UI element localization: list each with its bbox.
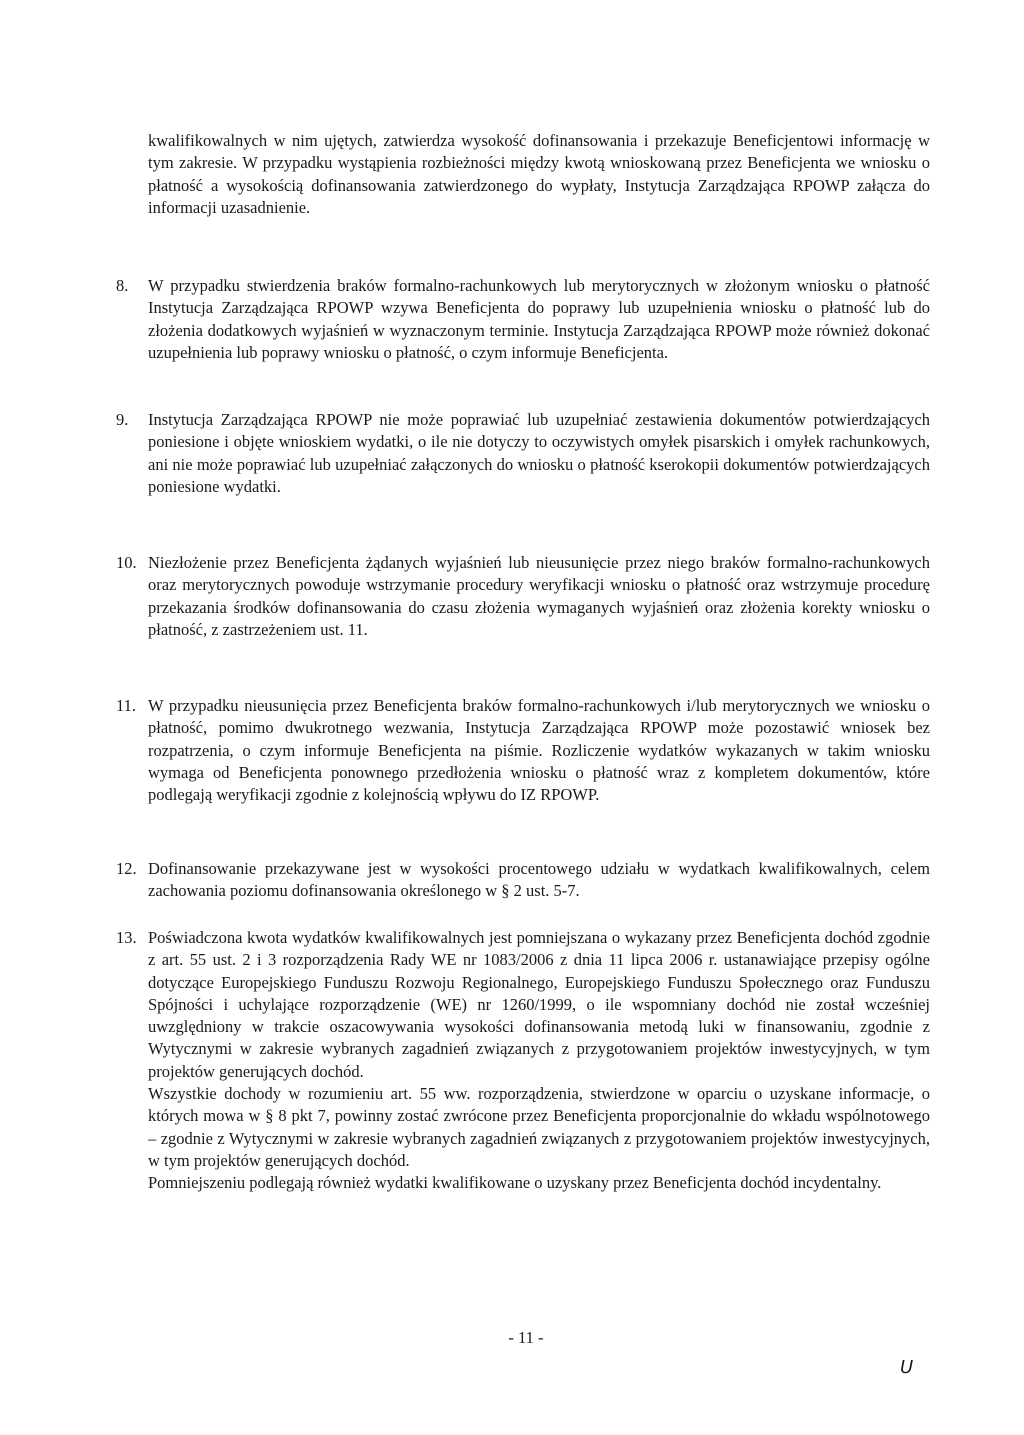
- item-paragraph: W przypadku stwierdzenia braków formalno-rachunkowych lub merytorycznych w złożonym wniosku o płatność Instytucja Zarządzająca RPOWP wzywa Beneficjenta do poprawy lub uzupełnienia wniosku o płatność lub do złożenia dodatkowych wyjaśnień w wyznaczonym terminie. Instytucja Zarządzająca RPOWP może również dokonać uzupełnienia lub poprawy wniosku o płatność, o czym informuje Beneficjenta.: [148, 276, 930, 362]
- list-item-12: [116, 858, 930, 903]
- item-number: 12.: [116, 859, 137, 878]
- item-body: [148, 695, 930, 806]
- item-paragraph: Instytucja Zarządzająca RPOWP nie może poprawiać lub uzupełniać zestawienia dokumentów potwierdzających poniesione i objęte wnioskiem wydatki, o ile nie dotyczy to oczywistych omyłek pisarskich i omyłek rachunkowych, ani nie może poprawiać lub uzupełniać załączonych do wniosku o płatność kserokopii dokumentów potwierdzających poniesione wydatki.: [148, 410, 930, 496]
- handwritten-initial: U: [900, 1357, 914, 1378]
- item-number: 10.: [116, 553, 137, 572]
- item-number: 13.: [116, 928, 137, 947]
- item-paragraph: Wszystkie dochody w rozumieniu art. 55 ww. rozporządzenia, stwierdzone w oparciu o uzyskane informacje, o których mowa w § 8 pkt 7, powinny zostać zwrócone przez Beneficjenta proporcjonalnie do wkładu wspólnotowego – zgodnie z Wytycznymi w zakresie wybranych zagadnień związanych z przygotowaniem projektów inwestycyjnych, w tym projektów generujących dochód.: [148, 1084, 930, 1170]
- intro-paragraph: kwalifikowalnych w nim ujętych, zatwierdza wysokość dofinansowania i przekazuje Beneficjentowi informację w tym zakresie. W przypadku wystąpienia rozbieżności między kwotą wnioskowaną przez Beneficjenta we wniosku o płatność a wysokością dofinansowania zatwierdzonego do wypłaty, Instytucja Zarządzająca RPOWP załącza do informacji uzasadnienie.: [148, 131, 930, 217]
- list-item-10: [116, 552, 930, 641]
- list-item-8: [116, 275, 930, 364]
- item-body: [148, 927, 930, 1195]
- page-number: - 11 -: [508, 1328, 544, 1347]
- item-body: [148, 409, 930, 498]
- list-item-9: [116, 409, 930, 498]
- list-item-13: [116, 927, 930, 1195]
- item-body: [148, 552, 930, 641]
- item-paragraph: Pomniejszeniu podlegają również wydatki kwalifikowane o uzyskany przez Beneficjenta dochód incydentalny.: [148, 1173, 882, 1193]
- item-body: [148, 275, 930, 364]
- item-paragraph: Dofinansowanie przekazywane jest w wysokości procentowego udziału w wydatkach kwalifikowalnych, celem zachowania poziomu dofinansowania określonego w § 2 ust. 5-7.: [148, 859, 930, 901]
- item-paragraph: Niezłożenie przez Beneficjenta żądanych wyjaśnień lub nieusunięcie przez niego braków formalno-rachunkowych oraz merytorycznych powoduje wstrzymanie procedury weryfikacji wniosku o płatność oraz wstrzymuje procedurę przekazania środków dofinansowania do czasu złożenia wymaganych wyjaśnień oraz złożenia korekty wniosku o płatność, z zastrzeżeniem ust. 11.: [148, 553, 930, 639]
- item-paragraph: Poświadczona kwota wydatków kwalifikowalnych jest pomniejszana o wykazany przez Beneficjenta dochód zgodnie z art. 55 ust. 2 i 3 rozporządzenia Rady WE nr 1083/2006 z dnia 11 lipca 2006 r. ustanawiające przepisy ogólne dotyczące Europejskiego Funduszu Rozwoju Regionalnego, Europejskiego Funduszu Społecznego oraz Funduszu Spójności i uchylające rozporządzenie (WE) nr 1260/1999, o ile wspomniany dochód nie został wcześniej uwzględniony w trakcie oszacowywania wysokości dofinansowania metodą luki w finansowaniu, zgodnie z Wytycznymi w zakresie wybranych zagadnień związanych z przygotowaniem projektów inwestycyjnych, w tym projektów generujących dochód.: [148, 928, 930, 1081]
- item-body: [148, 858, 930, 903]
- item-number: 11.: [116, 696, 137, 715]
- item-paragraph: W przypadku nieusunięcia przez Beneficjenta braków formalno-rachunkowych i/lub merytorycznych we wniosku o płatność, pomimo dwukrotnego wezwania, Instytucja Zarządzająca RPOWP może pozostawić wniosek bez rozpatrzenia, o czym informuje Beneficjenta na piśmie. Rozliczenie wydatków wykazanych w takim wniosku wymaga od Beneficjenta ponownego przedłożenia wniosku o płatność wraz z kompletem dokumentów, które podlegają weryfikacji zgodnie z kolejnością wpływu do IZ RPOWP.: [148, 696, 930, 805]
- item-number: 9.: [116, 410, 129, 429]
- list-item-11: [116, 695, 930, 806]
- item-number: 8.: [116, 276, 129, 295]
